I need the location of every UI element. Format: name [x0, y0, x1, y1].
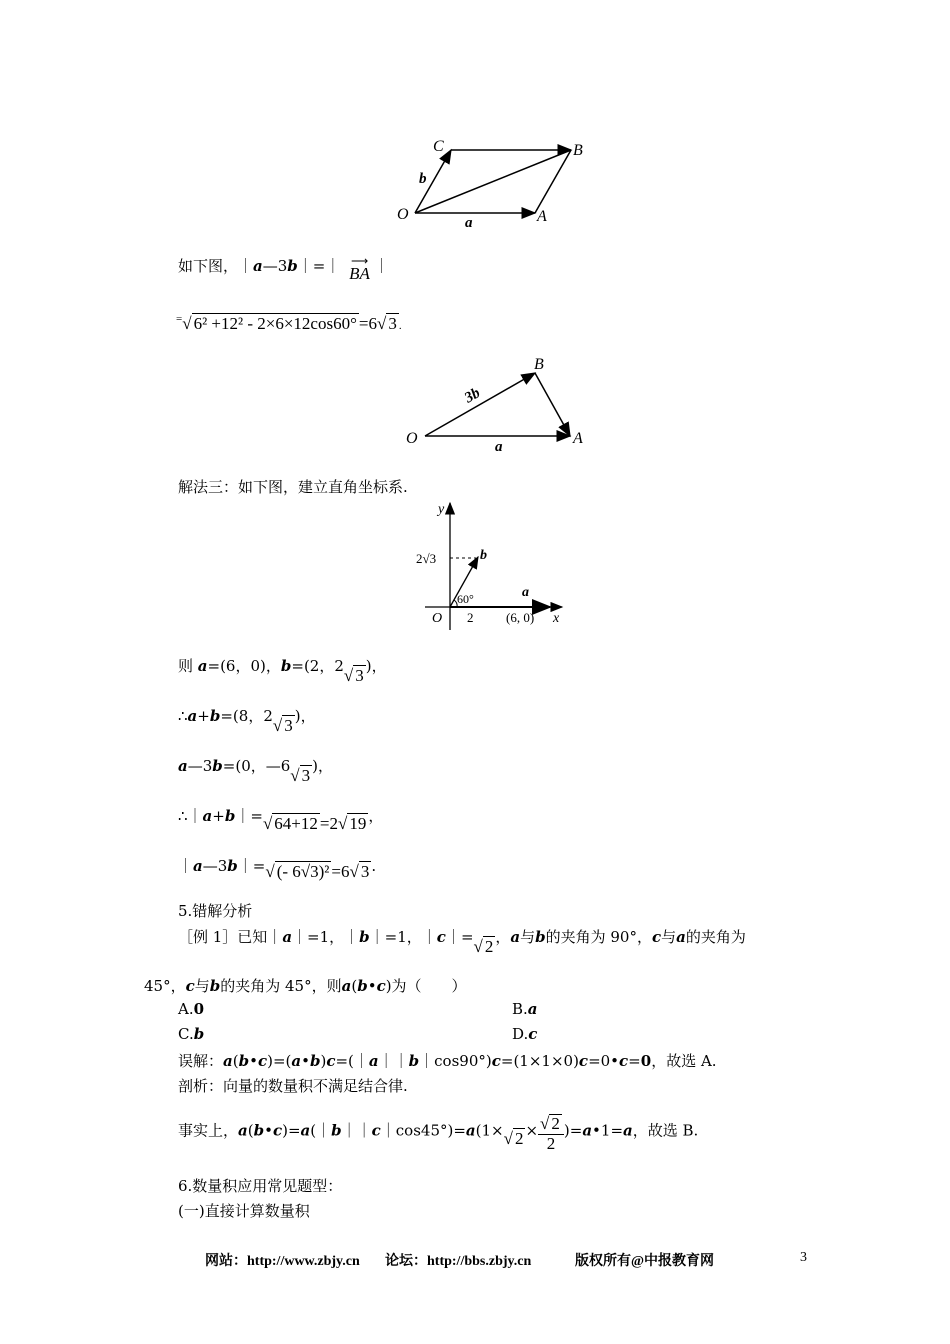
option-D: D.c — [512, 1025, 538, 1043]
example-1-line1: ［例 1］已知｜a｜=1，｜b｜=1，｜c｜=√ 2 ，a与b的夹角为 90°，c与a的夹角为 — [178, 928, 746, 956]
point-C: C — [433, 138, 444, 155]
analysis: 剖析：向量的数量积不满足结合律. — [178, 1077, 408, 1095]
point-A: A — [573, 430, 583, 447]
point-B: B — [534, 356, 544, 373]
eq-abs-sum: ∴｜a+b｜=√ 64+12 =2√ 19 ， — [178, 807, 384, 833]
label-3b: 3b — [462, 385, 483, 407]
axis-x: x — [553, 611, 560, 626]
example-1-line2: 45°，c与b的夹角为 45°，则a(b•c)为（ ） — [144, 977, 467, 995]
option-A: A.0 — [178, 1000, 205, 1018]
label-a: a — [465, 215, 473, 230]
page-number: 3 — [800, 1250, 807, 1265]
angle-60: 60° — [457, 592, 474, 606]
section-5-heading: 5.错解分析 — [178, 902, 253, 920]
option-C: C.b — [178, 1025, 205, 1043]
section-6-heading: 6.数量积应用常见题型： — [178, 1177, 343, 1195]
section-6-1-heading: (一)直接计算数量积 — [178, 1202, 310, 1220]
line-sqrt-cos: =√ 6² +12² - 2×6×12cos60° =6√ 3 . — [176, 313, 402, 333]
label-a: a — [522, 585, 529, 600]
label-a: a — [495, 439, 503, 455]
option-B: B.a — [512, 1000, 538, 1018]
method-three: 解法三：如下图，建立直角坐标系. — [178, 478, 408, 496]
eq-sum: ∴a+b=(8，2√ 3 )， — [178, 707, 316, 735]
triangle-figure — [400, 355, 600, 455]
eq-diff: a—3b=(0，—6√ 3 )， — [178, 757, 333, 785]
line-ba: 如下图，｜a—3b｜=｜ ⟶ BA ｜ — [178, 254, 389, 283]
point-6-0: (6, 0) — [506, 610, 535, 625]
footer-website: 网站：http://www.zbjy.cn — [205, 1254, 360, 1269]
parallelogram-figure — [395, 135, 595, 230]
point-B: B — [573, 142, 583, 159]
point-O: O — [397, 206, 409, 223]
label-b: b — [419, 171, 427, 187]
eq-a-b: 则 a=(6，0)，b=(2，2√ 3 )， — [178, 657, 387, 685]
footer-copyright: 版权所有@中报教育网 — [575, 1254, 715, 1269]
coordinate-figure — [410, 495, 570, 630]
vector-BA: BA — [349, 264, 370, 283]
label-b: b — [480, 548, 487, 563]
wrong-solution: 误解：a(b•c)=(a•b)c=(｜a｜｜b｜cos90°)c=(1×1×0)c=0•c=0，故选 A. — [178, 1052, 717, 1070]
tick-2sqrt3: 2√3 — [416, 551, 437, 566]
tick-2: 2 — [467, 610, 474, 625]
fact-line: 事实上，a(b•c)=a(｜b｜｜c｜cos45°)=a(1×√ 2 × $\frac{√ 2}{2}$ )=a•1=a，故选 B. — [178, 1114, 699, 1153]
point-O: O — [406, 430, 418, 447]
origin-O: O — [432, 611, 443, 626]
eq-abs-diff: ｜a—3b｜=√ (- 6√3)² =6√ 3 . — [178, 857, 377, 881]
footer-forum: 论坛：http://bbs.zbjy.cn — [385, 1254, 532, 1269]
axis-y: y — [438, 502, 445, 517]
point-A: A — [537, 208, 547, 225]
